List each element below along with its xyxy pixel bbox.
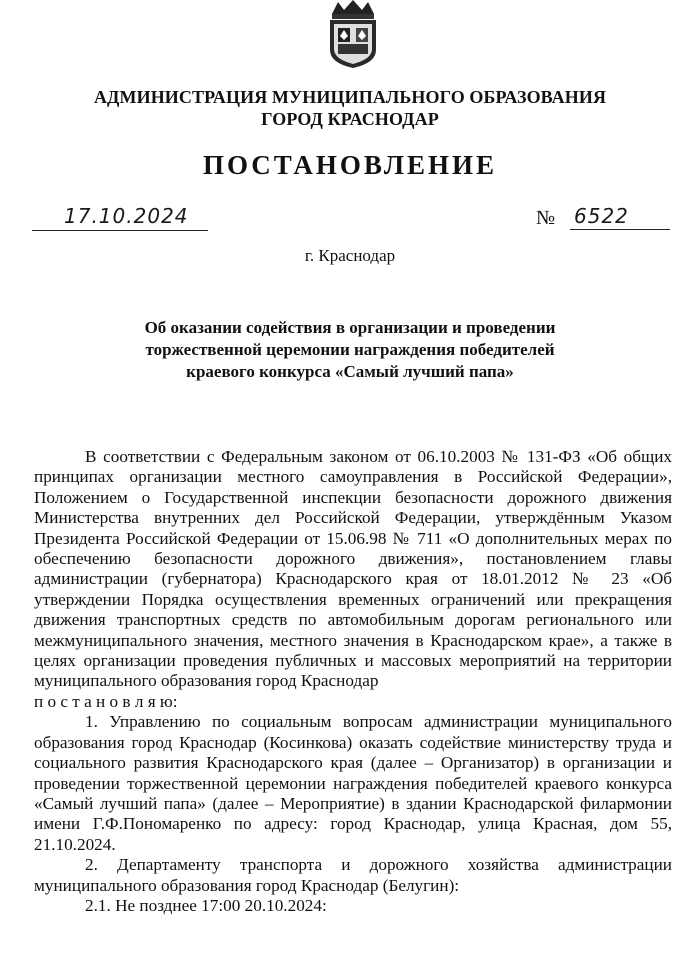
title-line-3: краевого конкурса «Самый лучший папа»: [186, 362, 514, 381]
document-number-field: [536, 200, 670, 230]
document-type-heading: ПОСТАНОВЛЕНИЕ: [202, 150, 498, 180]
item-2-paragraph: 2. Департаменту транспорта и дорожного хозяйства администрации муниципального образования город Краснодар (Белугин):: [34, 855, 672, 895]
document-body: [34, 447, 672, 916]
number-sign: №: [536, 207, 556, 229]
org-line-2: ГОРОД КРАСНОДАР: [261, 109, 439, 129]
city-name: г. Краснодар: [304, 246, 396, 265]
organization-name: [0, 86, 700, 130]
city-coat-of-arms-emblem: [324, 0, 382, 68]
item-1-paragraph: 1. Управлению по социальным вопросам администрации муниципального образования город Краснодар (Косинкова) оказать содействие министерству труда и социального развития Краснодарского края (далее – Организатор) в организации и проведении торжественной церемонии награждения победителей краевого конкурса «Самый лучший папа» (далее – Мероприятие) в здании Краснодарской филармонии имени Г.Ф.Пономаренко по адресу: город Краснодар, улица Красная, дом 55, 21.10.2024.: [34, 712, 672, 854]
preamble-paragraph: В соответствии с Федеральным законом от 06.10.2003 № 131-ФЗ «Об общих принципах организации местного самоуправления в Российской Федерации», Положением о Государственной инспекции безопасности дорожного движения Министерства внутренних дел Российской Федерации, утверждённым Указом Президента Российской Федерации от 15.06.98 № 711 «О дополнительных мерах по обеспечению безопасности дорожного движения», постановлением главы администрации (губернатора) Краснодарского края от 18.01.2012 № 23 «Об утверждении Порядка осуществления временных ограничений или прекращения движения транспортных средств по автомобильным дорогам регионального или межмуниципального значения, местного значения в Краснодарском крае», а также в целях организации проведения публичных и массовых мероприятий на территории муниципального образования город Краснодар: [34, 447, 672, 691]
handwritten-number: 6522: [574, 204, 629, 228]
number-underline: [570, 229, 670, 230]
title-line-1: Об оказании содействия в организации и проведении: [144, 318, 556, 337]
handwritten-date: 17.10.2024: [64, 204, 189, 228]
resolve-word: п о с т а н о в л я ю:: [34, 691, 178, 711]
date-field: [32, 200, 208, 231]
title-line-2: торжественной церемонии награждения победителей: [145, 340, 555, 359]
item-2-1-paragraph: 2.1. Не позднее 17:00 20.10.2024:: [85, 895, 327, 915]
org-line-1: АДМИНИСТРАЦИЯ МУНИЦИПАЛЬНОГО ОБРАЗОВАНИЯ: [93, 87, 607, 107]
document-title: [0, 317, 700, 383]
